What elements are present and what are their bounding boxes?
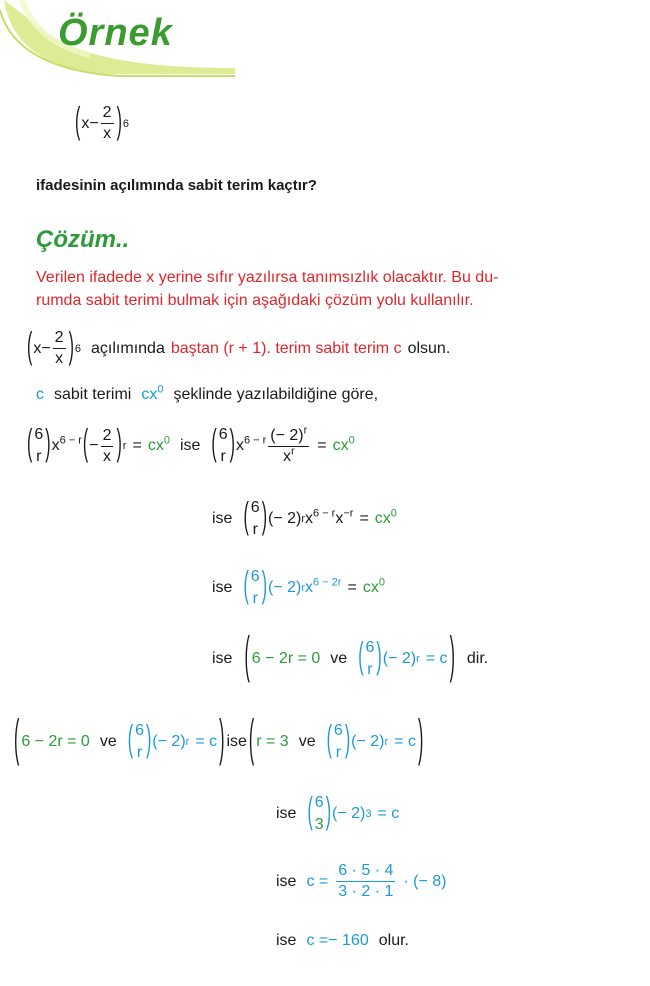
- equation-row-7: ise c = $\frac{6 \cdot 5 \cdot 4}{3 \cdot 2 \cdot 1}$ · (− 8): [276, 862, 447, 900]
- solution-intro-line2: rumda sabit terimi bulmak için aşağıdaki çözüm yolu kullanılır.: [36, 292, 474, 309]
- equation-row-4: ise ( 6 − 2r = 0 ve ( 6 r ) (− 2) r = c ) dir.: [212, 630, 489, 685]
- equation-row-8: ise c =− 160 olur.: [276, 932, 409, 949]
- solution-line-1: ( x − $\frac{2}{x}$ ) 6 açılımında baştan (r + 1). terim sabit terim c olsun.: [27, 327, 451, 367]
- equation-row-1: ( 6 r ) $x^{6 - r}$ ( − $\frac{2}{x}$ ) r = $cx^0$ ise ( 6 r ) $x^{6 - r}$ $\frac{(- 2)^r}{x^r}$ = $cx^0$: [27, 424, 355, 465]
- solution-title: Çözüm..: [36, 226, 130, 253]
- solution-intro-line1: Verilen ifadede x yerine sıfır yazılırsa tanımsızlık olacaktır. Bu du-: [36, 269, 499, 286]
- problem-question: ifadesinin açılımında sabit terim kaçtır?: [36, 177, 317, 194]
- solution-line-2: c sabit terimi $cx^0$ şeklinde yazılabildiğine göre,: [36, 383, 379, 403]
- example-title: Örnek: [58, 12, 173, 54]
- equation-row-2: ise ( 6 r ) (− 2) r $x^{6 - r}x^{-r}$ = $cx^0$: [212, 498, 397, 538]
- equation-row-6: ise ( 6 3 ) (− 2) 3 = c: [276, 793, 400, 833]
- equation-row-5: ( 6 − 2r = 0 ve ( 6 r ) (− 2) r = c ) ise ( r = 3 ve ( 6 r ) (− 2) r = c ): [14, 713, 424, 768]
- equation-row-3: ise ( 6 r ) (− 2) r $x^{6 - 2r}$ = $cx^0$: [212, 567, 385, 607]
- problem-expression: ( x − $\frac{2}{x}$ ) 6: [75, 102, 130, 142]
